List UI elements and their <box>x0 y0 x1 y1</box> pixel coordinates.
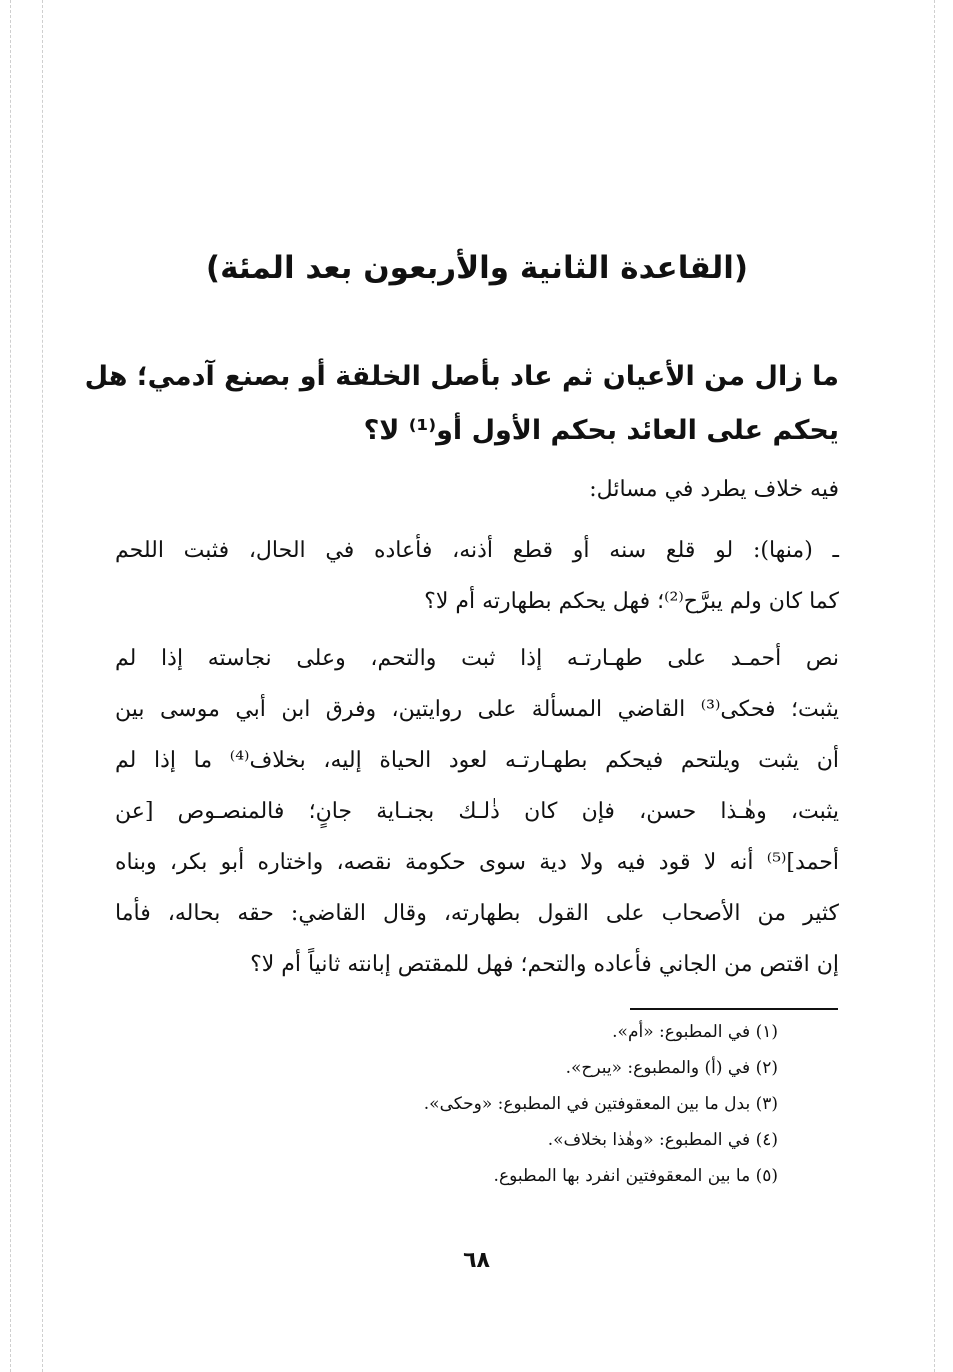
footnote-separator <box>630 1008 838 1010</box>
paragraph-example <box>115 525 839 627</box>
footnotes <box>338 1014 838 1194</box>
question-line: يحكم على العائد بحكم الأول أو⁽¹⁾ لا؟ <box>363 415 839 446</box>
rule-question <box>84 350 839 458</box>
scan-gutter-line <box>42 0 43 1372</box>
footnote: (٣) بدل ما بين المعقوفتين في المطبوع: «وحكى». <box>423 1094 778 1114</box>
paragraph-line: أن يثبت ويلتحم فيحكم بطهـارتـه لعود الحياة إليه، بخلاف⁽⁴⁾ ما إذا لم <box>115 748 839 773</box>
footnote: (١) في المطبوع: «أم». <box>612 1022 778 1042</box>
paragraph-line: إن اقتص من الجاني فأعاده والتحم؛ فهل للمقتص إبانته ثانياً أم لا؟ <box>250 952 839 977</box>
footnote: (٢) في (أ) والمطبوع: «يبرح». <box>565 1058 778 1078</box>
scan-gutter-line <box>934 0 935 1372</box>
page-number: ٦٨ <box>463 1248 490 1273</box>
paragraph-line: أحمد]⁽⁵⁾ أنه لا قود فيه ولا دية سوى حكومة نقصه، واختاره أبو بكر، وبناه <box>115 850 839 875</box>
paragraph-line: يثبت؛ فحكى⁽³⁾ القاضي المسألة على روايتين، وفرق ابن أبي موسى بين <box>115 697 839 722</box>
footnote: (٤) في المطبوع: «وهٰذا بخلاف». <box>547 1130 778 1150</box>
paragraph-line: كثير من الأصحاب على القول بطهارته، وقال القاضي: حقه بحاله، فأما <box>115 901 839 926</box>
question-line: ما زال من الأعيان ثم عاد بأصل الخلقة أو بصنع آدمي؛ هل <box>84 361 839 392</box>
paragraph-line: كما كان ولم يبرَّح⁽²⁾؛ فهل يحكم بطهارته أم لا؟ <box>424 589 839 614</box>
paragraph-ruling <box>115 633 839 990</box>
rule-title: (القاعدة الثانية والأربعون بعد المئة) <box>205 250 749 286</box>
paragraph-intro <box>115 464 839 515</box>
scan-gutter-line <box>10 0 11 1372</box>
paragraph-line: فيه خلاف يطرد في مسائل: <box>589 477 839 502</box>
footnote: (٥) ما بين المعقوفتين انفرد بها المطبوع. <box>493 1166 778 1186</box>
paragraph-line: يثبت، وهٰـذا حسن، فإن كان ذٰلـك بجنـاية جانٍ؛ فالمنصـوص [عن <box>115 799 839 824</box>
paragraph-line: ـ (منها): لو قلع سنه أو قطع أذنه، فأعاده في الحال، فثبت اللحم <box>115 538 839 563</box>
paragraph-line: نص أحمـد على طهـارتـه إذا ثبت والتحم، وعلى نجاسته إذا لم <box>115 646 839 671</box>
